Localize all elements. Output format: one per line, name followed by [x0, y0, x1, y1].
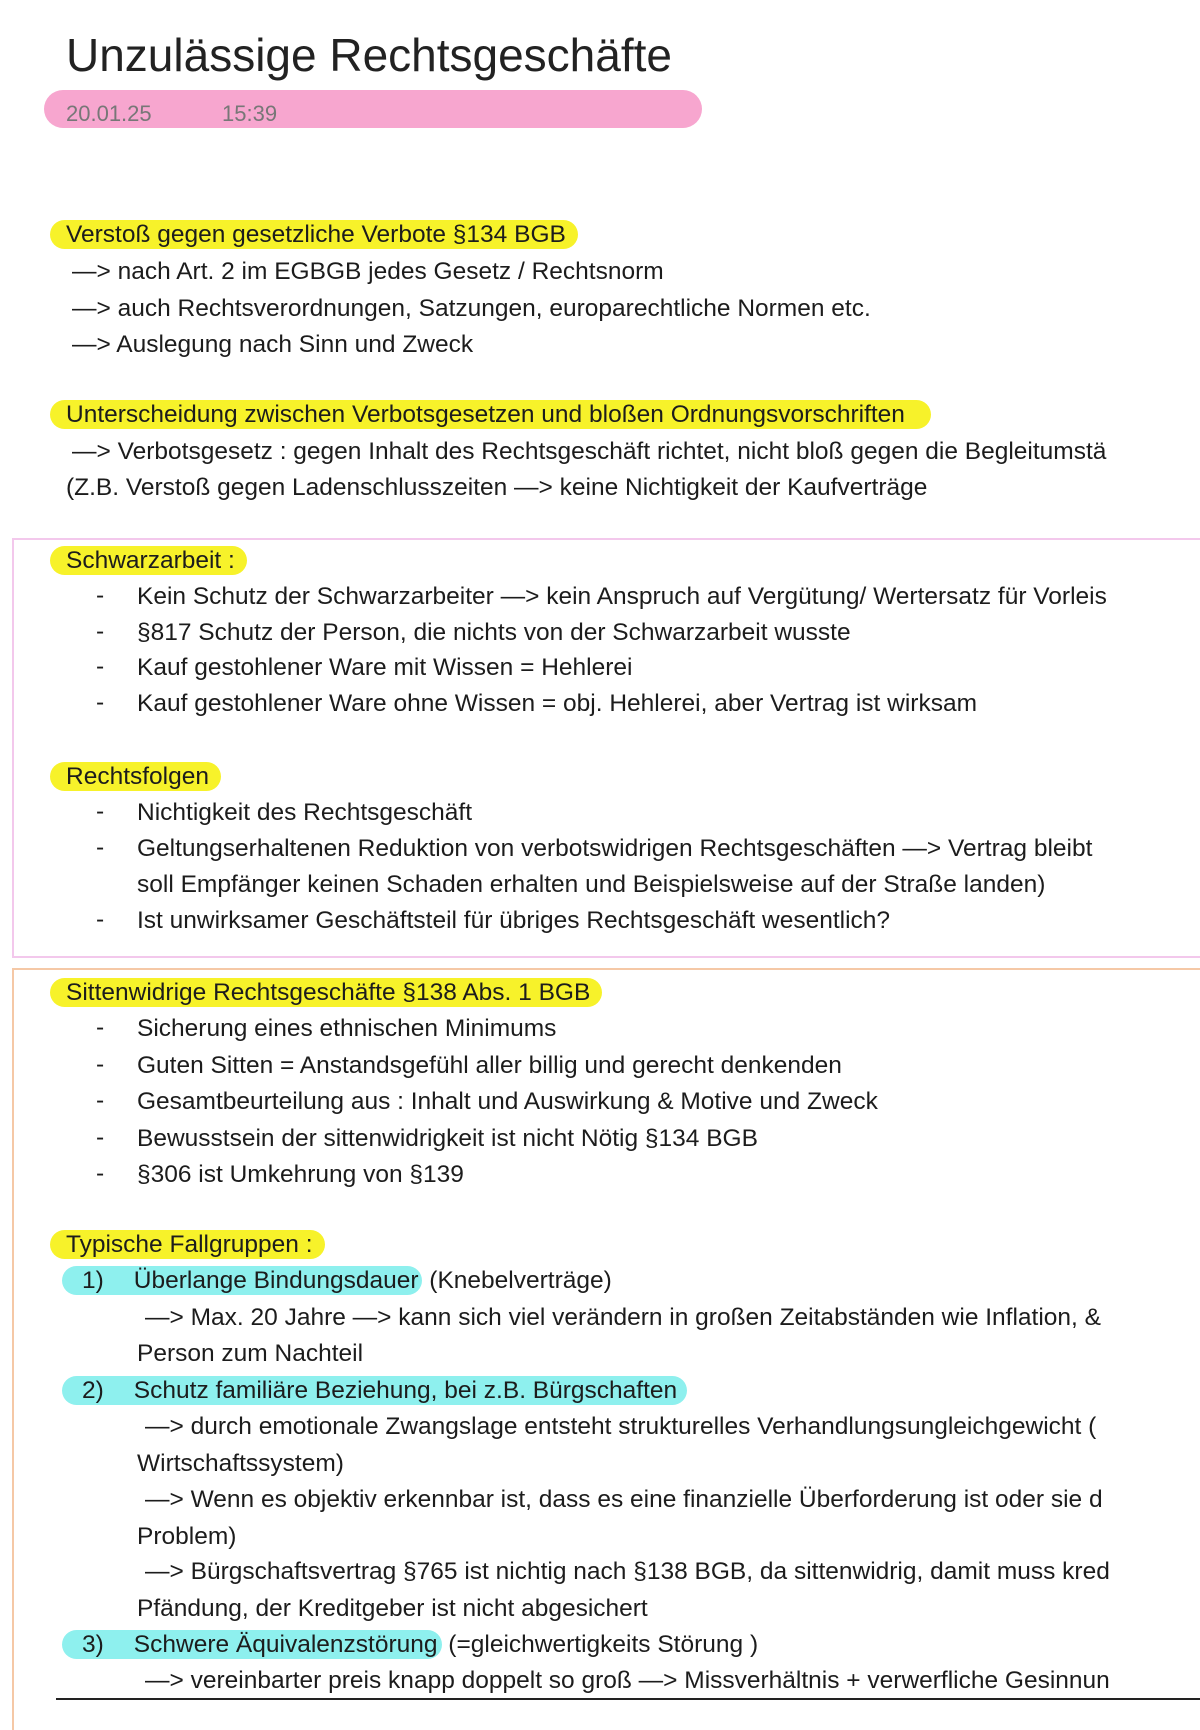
list-item: Bewusstsein der sittenwidrigkeit ist nicht Nötig §134 BGB — [137, 1125, 758, 1152]
text-line: —> Max. 20 Jahre —> kann sich viel verändern in großen Zeitabständen wie Inflation, & — [145, 1304, 1102, 1331]
item-suffix: (Knebelverträge) — [422, 1267, 612, 1294]
text-line: —> Auslegung nach Sinn und Zweck — [72, 331, 474, 358]
item-number: 3) — [82, 1631, 104, 1658]
note-date: 20.01.25 — [66, 101, 152, 126]
list-item-continuation: soll Empfänger keinen Schaden erhalten und Beispielsweise auf der Straße landen) — [137, 871, 1046, 898]
list-item: Ist unwirksamer Geschäftsteil für übriges Rechtsgeschäft wesentlich? — [137, 907, 891, 934]
item-title: Schwere Äquivalenzstörung — [133, 1631, 438, 1658]
item-title: Überlange Bindungsdauer — [133, 1267, 419, 1294]
list-item: §306 ist Umkehrung von §139 — [137, 1161, 464, 1188]
item-title: Schutz familiäre Beziehung, bei z.B. Bürgschaften — [133, 1377, 678, 1404]
item-suffix: (=gleichwertigkeits Störung ) — [441, 1631, 759, 1658]
list-item: Sicherung eines ethnischen Minimums — [137, 1015, 557, 1042]
text-line: Pfändung, der Kreditgeber ist nicht abgesichert — [137, 1595, 648, 1622]
list-item: Guten Sitten = Anstandsgefühl aller billig und gerecht denkenden — [137, 1052, 842, 1079]
bullet-dash: - — [96, 689, 105, 716]
bullet-dash: - — [96, 1087, 105, 1114]
bullet-dash: - — [96, 1051, 105, 1078]
fallgruppe-item-3 — [62, 1630, 758, 1660]
text-line: —> auch Rechtsverordnungen, Satzungen, europarechtliche Normen etc. — [72, 295, 871, 322]
text-line: Person zum Nachteil — [137, 1340, 364, 1367]
bullet-dash: - — [96, 798, 105, 825]
bullet-dash: - — [96, 1014, 105, 1041]
item-number: 1) — [82, 1267, 104, 1294]
section-heading-verbote: Verstoß gegen gesetzliche Verbote §134 BGB — [66, 220, 578, 250]
text-line: —> nach Art. 2 im EGBGB jedes Gesetz / Rechtsnorm — [72, 258, 664, 285]
bullet-dash: - — [96, 582, 105, 609]
text-line: —> Bürgschaftsvertrag §765 ist nichtig nach §138 BGB, da sittenwidrig, damit muss kred — [145, 1558, 1110, 1585]
section-heading-schwarzarbeit: Schwarzarbeit : — [66, 546, 247, 576]
text-line: —> Verbotsgesetz : gegen Inhalt des Rechtsgeschäft richtet, nicht bloß gegen die Begleitumstä — [72, 438, 1107, 465]
section-heading-unterscheidung: Unterscheidung zwischen Verbotsgesetzen und bloßen Ordnungsvorschriften — [66, 400, 931, 430]
text-line: —> vereinbarter preis knapp doppelt so groß —> Missverhältnis + verwerfliche Gesinnun — [145, 1667, 1110, 1694]
bullet-dash: - — [96, 1160, 105, 1187]
item-number: 2) — [82, 1377, 104, 1404]
bullet-dash: - — [96, 1124, 105, 1151]
fallgruppe-item-1 — [62, 1266, 612, 1296]
list-item: Kauf gestohlener Ware ohne Wissen = obj. Hehlerei, aber Vertrag ist wirksam — [137, 690, 977, 717]
list-item: Geltungserhaltenen Reduktion von verbotswidrigen Rechtsgeschäften —> Vertrag bleibt — [137, 835, 1093, 862]
bullet-dash: - — [96, 653, 105, 680]
list-item: Kauf gestohlener Ware mit Wissen = Hehlerei — [137, 654, 633, 681]
bullet-dash: - — [96, 906, 105, 933]
text-line: Wirtschaftssystem) — [137, 1450, 344, 1477]
text-line: Problem) — [137, 1523, 237, 1550]
text-line: (Z.B. Verstoß gegen Ladenschlusszeiten —> keine Nichtigkeit der Kaufverträge — [66, 474, 928, 501]
list-item: Kein Schutz der Schwarzarbeiter —> kein Anspruch auf Vergütung/ Wertersatz für Vorleis — [137, 583, 1107, 610]
list-item: Nichtigkeit des Rechtsgeschäft — [137, 799, 472, 826]
note-time: 15:39 — [222, 101, 278, 126]
list-item: Gesamtbeurteilung aus : Inhalt und Auswirkung & Motive und Zweck — [137, 1088, 878, 1115]
fallgruppe-item-2 — [62, 1376, 687, 1406]
text-line: —> durch emotionale Zwangslage entsteht strukturelles Verhandlungsungleichgewicht ( — [145, 1413, 1097, 1440]
list-item: §817 Schutz der Person, die nichts von der Schwarzarbeit wusste — [137, 619, 851, 646]
text-line: —> Wenn es objektiv erkennbar ist, dass es eine finanzielle Überforderung ist oder sie d — [145, 1486, 1103, 1513]
bullet-dash: - — [96, 834, 105, 861]
page-title: Unzulässige Rechtsgeschäfte — [66, 29, 672, 81]
section-heading-fallgruppen: Typische Fallgruppen : — [66, 1230, 325, 1260]
section-heading-sittenwidrig: Sittenwidrige Rechtsgeschäfte §138 Abs. 1 BGB — [66, 978, 602, 1008]
bullet-dash: - — [96, 618, 105, 645]
section-heading-rechtsfolgen: Rechtsfolgen — [66, 762, 221, 792]
